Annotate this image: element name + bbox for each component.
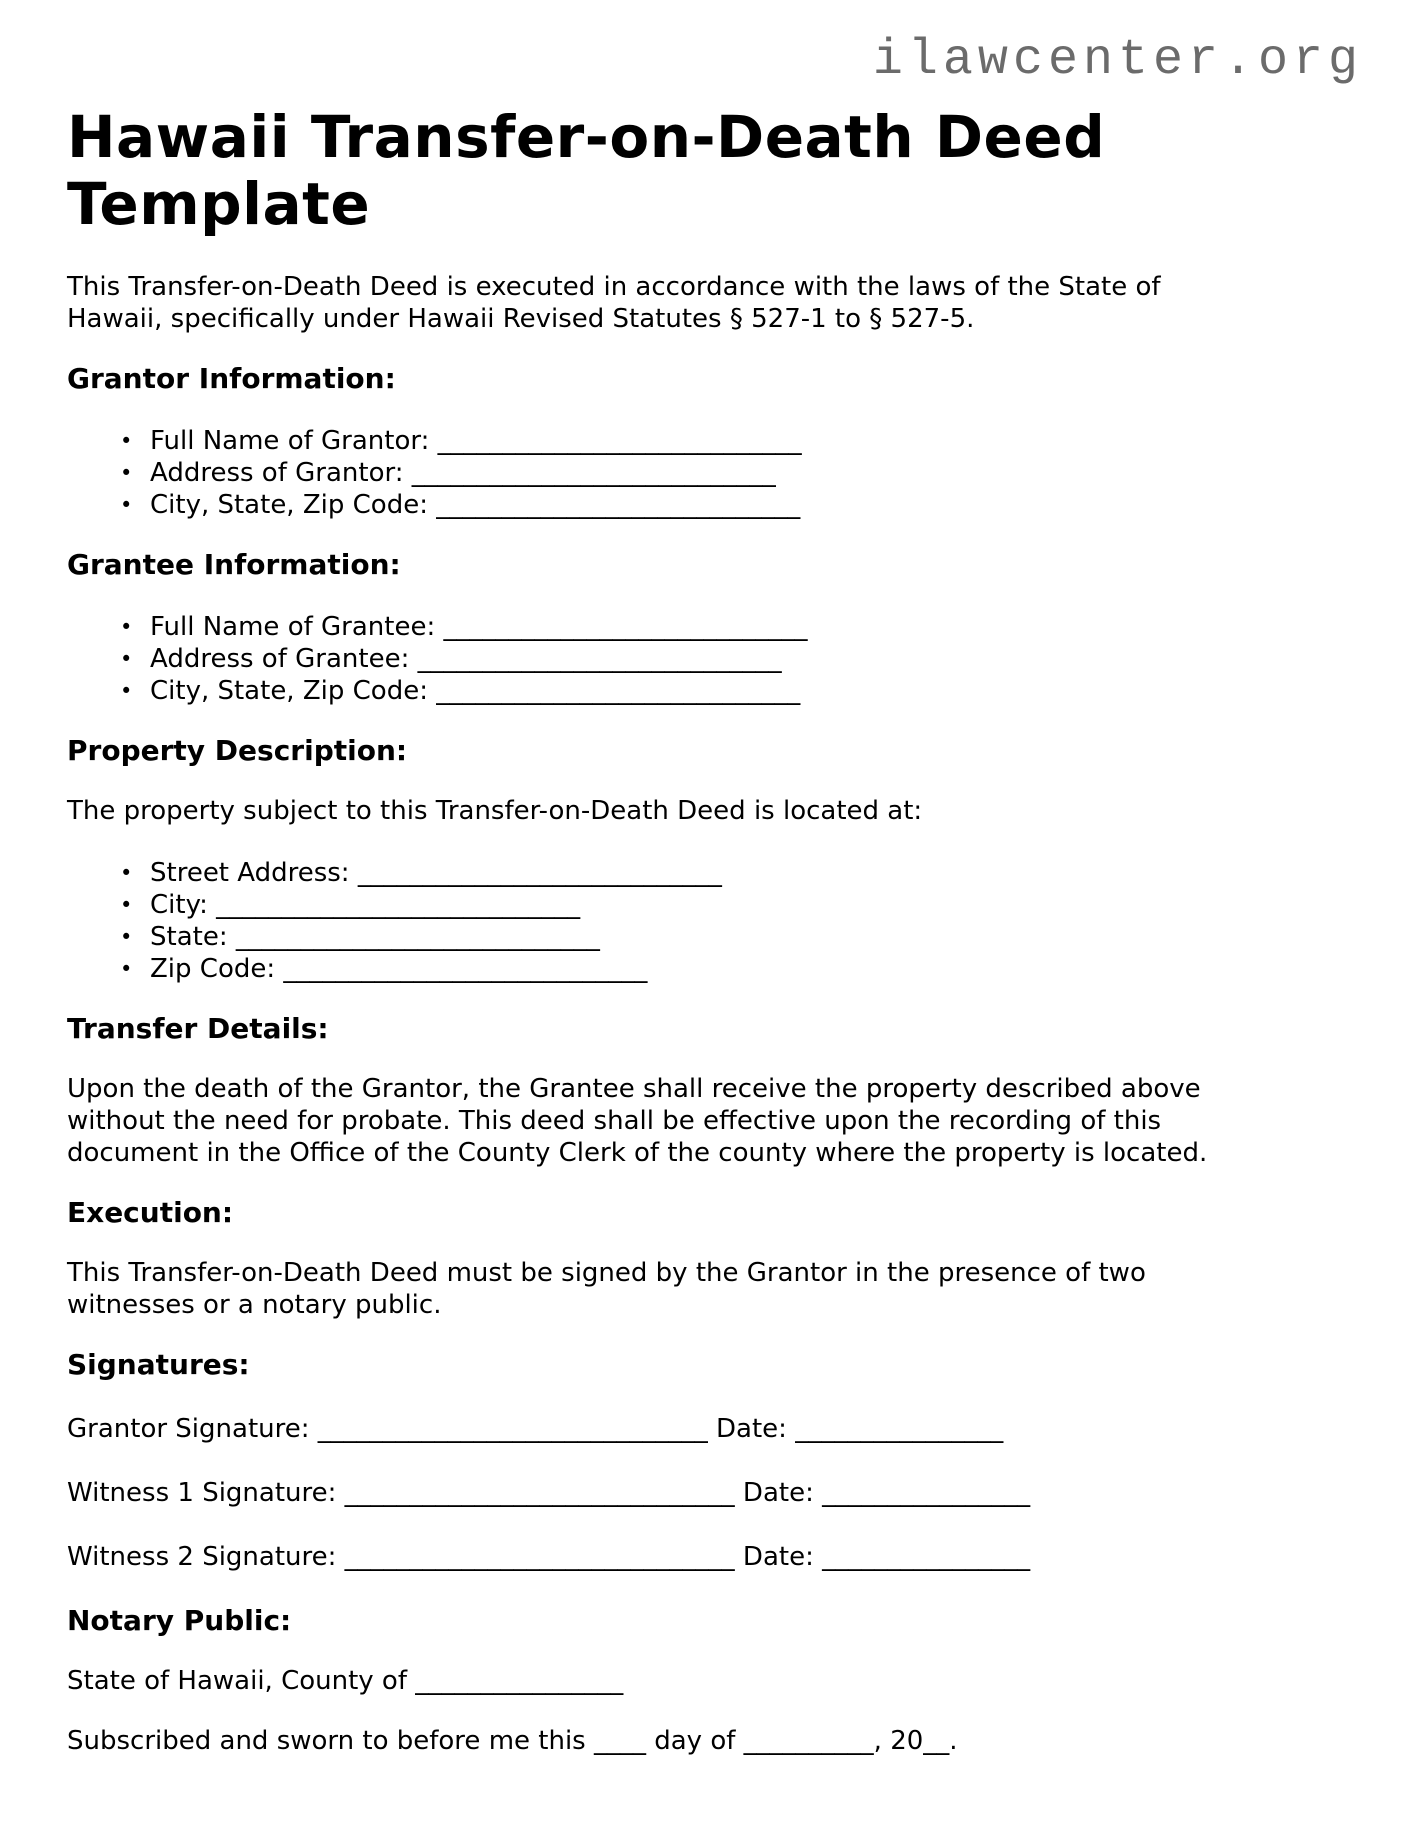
grantor-fullname-blank: ____________________________ [437,426,802,456]
property-fields-list [67,857,1363,985]
property-street-label: Street Address: [150,858,350,888]
grantee-citystatezip-label: City, State, Zip Code: [150,676,428,706]
property-state-row [150,921,1363,953]
property-zip-label: Zip Code: [150,954,276,984]
transfer-details-heading: Transfer Details: [67,1012,329,1045]
grantor-address-row [150,457,1363,489]
grantor-fullname-row [150,425,1363,457]
grantee-citystatezip-blank: ____________________________ [436,676,801,706]
site-logo: ilawcenter.org [872,32,1363,89]
grantee-fields-list [67,611,1363,707]
grantor-fields-list [67,425,1363,521]
notary-sworn-line: Subscribed and sworn to before me this ____ day of __________, 20__. [67,1726,958,1756]
signatures-heading: Signatures: [67,1348,250,1381]
grantor-fullname-label: Full Name of Grantor: [150,426,430,456]
property-city-row [150,889,1363,921]
grantor-date-label: Date: [716,1414,787,1444]
grantor-citystatezip-row [150,489,1363,521]
grantee-address-blank: ____________________________ [417,644,782,674]
grantee-address-label: Address of Grantee: [150,644,410,674]
grantee-citystatezip-row [150,675,1363,707]
notary-year-blank: __ [923,1726,950,1756]
page-title-line-2: Template [67,170,371,238]
page-title [67,104,1363,238]
grantor-citystatezip-blank: ____________________________ [436,490,801,520]
witness2-signature-label: Witness 2 Signature: [67,1542,337,1572]
grantor-signature-label: Grantor Signature: [67,1414,310,1444]
grantee-fullname-row [150,611,1363,643]
transfer-details-paragraph: Upon the death of the Grantor, the Grantee shall receive the property described above without the need for probate. This deed shall be effective upon the recording of this document in the Office of the County Clerk of the county where the property is located. [67,1074,1208,1168]
grantor-address-label: Address of Grantor: [150,458,404,488]
grantee-fullname-label: Full Name of Grantee: [150,612,436,642]
witness2-date-label: Date: [742,1542,814,1572]
grantor-date-blank: ________________ [795,1414,1004,1444]
witness2-signature-row [67,1541,1363,1573]
grantor-information-heading: Grantor Information: [67,362,396,395]
notary-public-heading: Notary Public: [67,1604,292,1637]
witness2-date-blank: ________________ [822,1542,1031,1572]
property-zip-row [150,953,1363,985]
witness1-signature-row [67,1477,1363,1509]
grantor-address-blank: ____________________________ [411,458,776,488]
witness1-signature-blank: ______________________________ [344,1478,735,1508]
grantor-signature-row [67,1413,1363,1445]
grantor-signature-blank: ______________________________ [317,1414,708,1444]
witness1-signature-label: Witness 1 Signature: [67,1478,337,1508]
property-zip-blank: ____________________________ [283,954,648,984]
notary-month-blank: __________ [743,1726,874,1756]
notary-county-line [67,1665,1363,1697]
execution-heading: Execution: [67,1196,234,1229]
grantor-citystatezip-label: City, State, Zip Code: [150,490,428,520]
notary-county-prefix: State of Hawaii, County of [67,1666,407,1696]
grantee-fullname-blank: ____________________________ [443,612,808,642]
grantee-address-row [150,643,1363,675]
execution-paragraph: This Transfer-on-Death Deed must be signed by the Grantor in the presence of two witnesses or a notary public. [67,1258,1146,1320]
property-street-blank: ____________________________ [357,858,722,888]
property-street-row [150,857,1363,889]
page-title-line-1: Hawaii Transfer-on-Death Deed [67,103,1106,171]
intro-paragraph: This Transfer-on-Death Deed is executed in accordance with the laws of the State of Hawaii, specifically under Hawaii Revised Statutes § 527-1 to § 527-5. [67,272,1161,334]
property-city-blank: ____________________________ [216,890,581,920]
notary-day-blank: ____ [593,1726,646,1756]
property-state-blank: ____________________________ [235,922,600,952]
grantee-information-heading: Grantee Information: [67,548,401,581]
witness1-date-blank: ________________ [822,1478,1031,1508]
witness2-signature-blank: ______________________________ [344,1542,735,1572]
property-lead: The property subject to this Transfer-on-Death Deed is located at: [67,796,923,826]
property-state-label: State: [150,922,228,952]
property-city-label: City: [150,890,208,920]
property-description-heading: Property Description: [67,734,408,767]
notary-county-blank: ________________ [415,1666,624,1696]
witness1-date-label: Date: [742,1478,814,1508]
